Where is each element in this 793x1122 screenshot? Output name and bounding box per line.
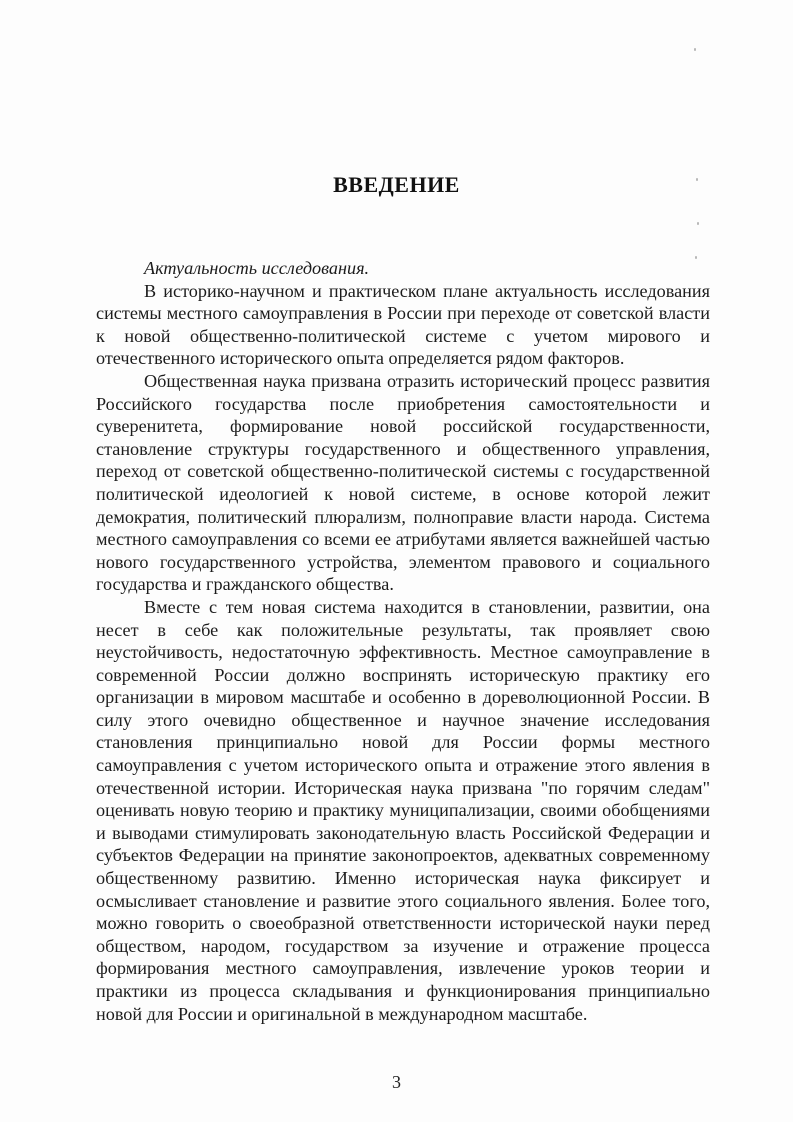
page-number: 3 — [392, 1072, 401, 1092]
body-text — [96, 257, 710, 1025]
scan-speck — [696, 178, 698, 181]
scan-speck — [695, 256, 697, 259]
paragraph-1: В историко-научном и практическом плане актуальность исследования системы местного самоуправления в России при переходе от советской власти к новой общественно-политической системе с учетом мирового и отечественного исторического опыта определяется рядом факторов. — [96, 280, 710, 369]
section-subheading: Актуальность исследования. — [144, 258, 370, 278]
paragraph-3: Вместе с тем новая система находится в становлении, развитии, она несет в себе как положительные результаты, так проявляет свою неустойчивость, недостаточную эффективность. Местное самоуправление в современной России должно воспринять историческую практику его организации в мировом масштабе и особенно в дореволюционной России. В силу этого очевидно общественное и научное значение исследования становления принципиально новой для России формы местного самоуправления с учетом исторического опыта и отражение этого явления в отечественной истории. Историческая наука призвана "по горячим следам" оценивать новую теорию и практику муниципализации, своими обобщениями и выводами стимулировать законодательную власть Российской Федерации и субъектов Федерации на принятие законопроектов, адекватных современному общественному развитию. Именно историческая наука фиксирует и осмысливает становление и развитие этого социального явления. Более того, можно говорить о своеобразной ответственности исторической науки перед обществом, народом, государством за изучение и отражение процесса формирования местного самоуправления, извлечение уроков теории и практики из процесса складывания и функционирования принципиально новой для России и оригинальной в международном масштабе. — [96, 596, 710, 1024]
scan-speck — [694, 48, 696, 51]
page-title: ВВЕДЕНИЕ — [333, 172, 460, 197]
paragraph-2: Общественная наука призвана отразить исторический процесс развития Российского государства после приобретения самостоятельности и суверенитета, формирование новой российской государственности, становление структуры государственного и общественного управления, переход от советской общественно-политической системы с государственной политической идеологией к новой системе, в основе которой лежит демократия, политический плюрализм, полноправие власти народа. Система местного самоуправления со всеми ее атрибутами является важнейшей частью нового государственного устройства, элементом правового и социального государства и гражданского общества. — [96, 370, 710, 595]
scan-speck — [697, 222, 699, 225]
